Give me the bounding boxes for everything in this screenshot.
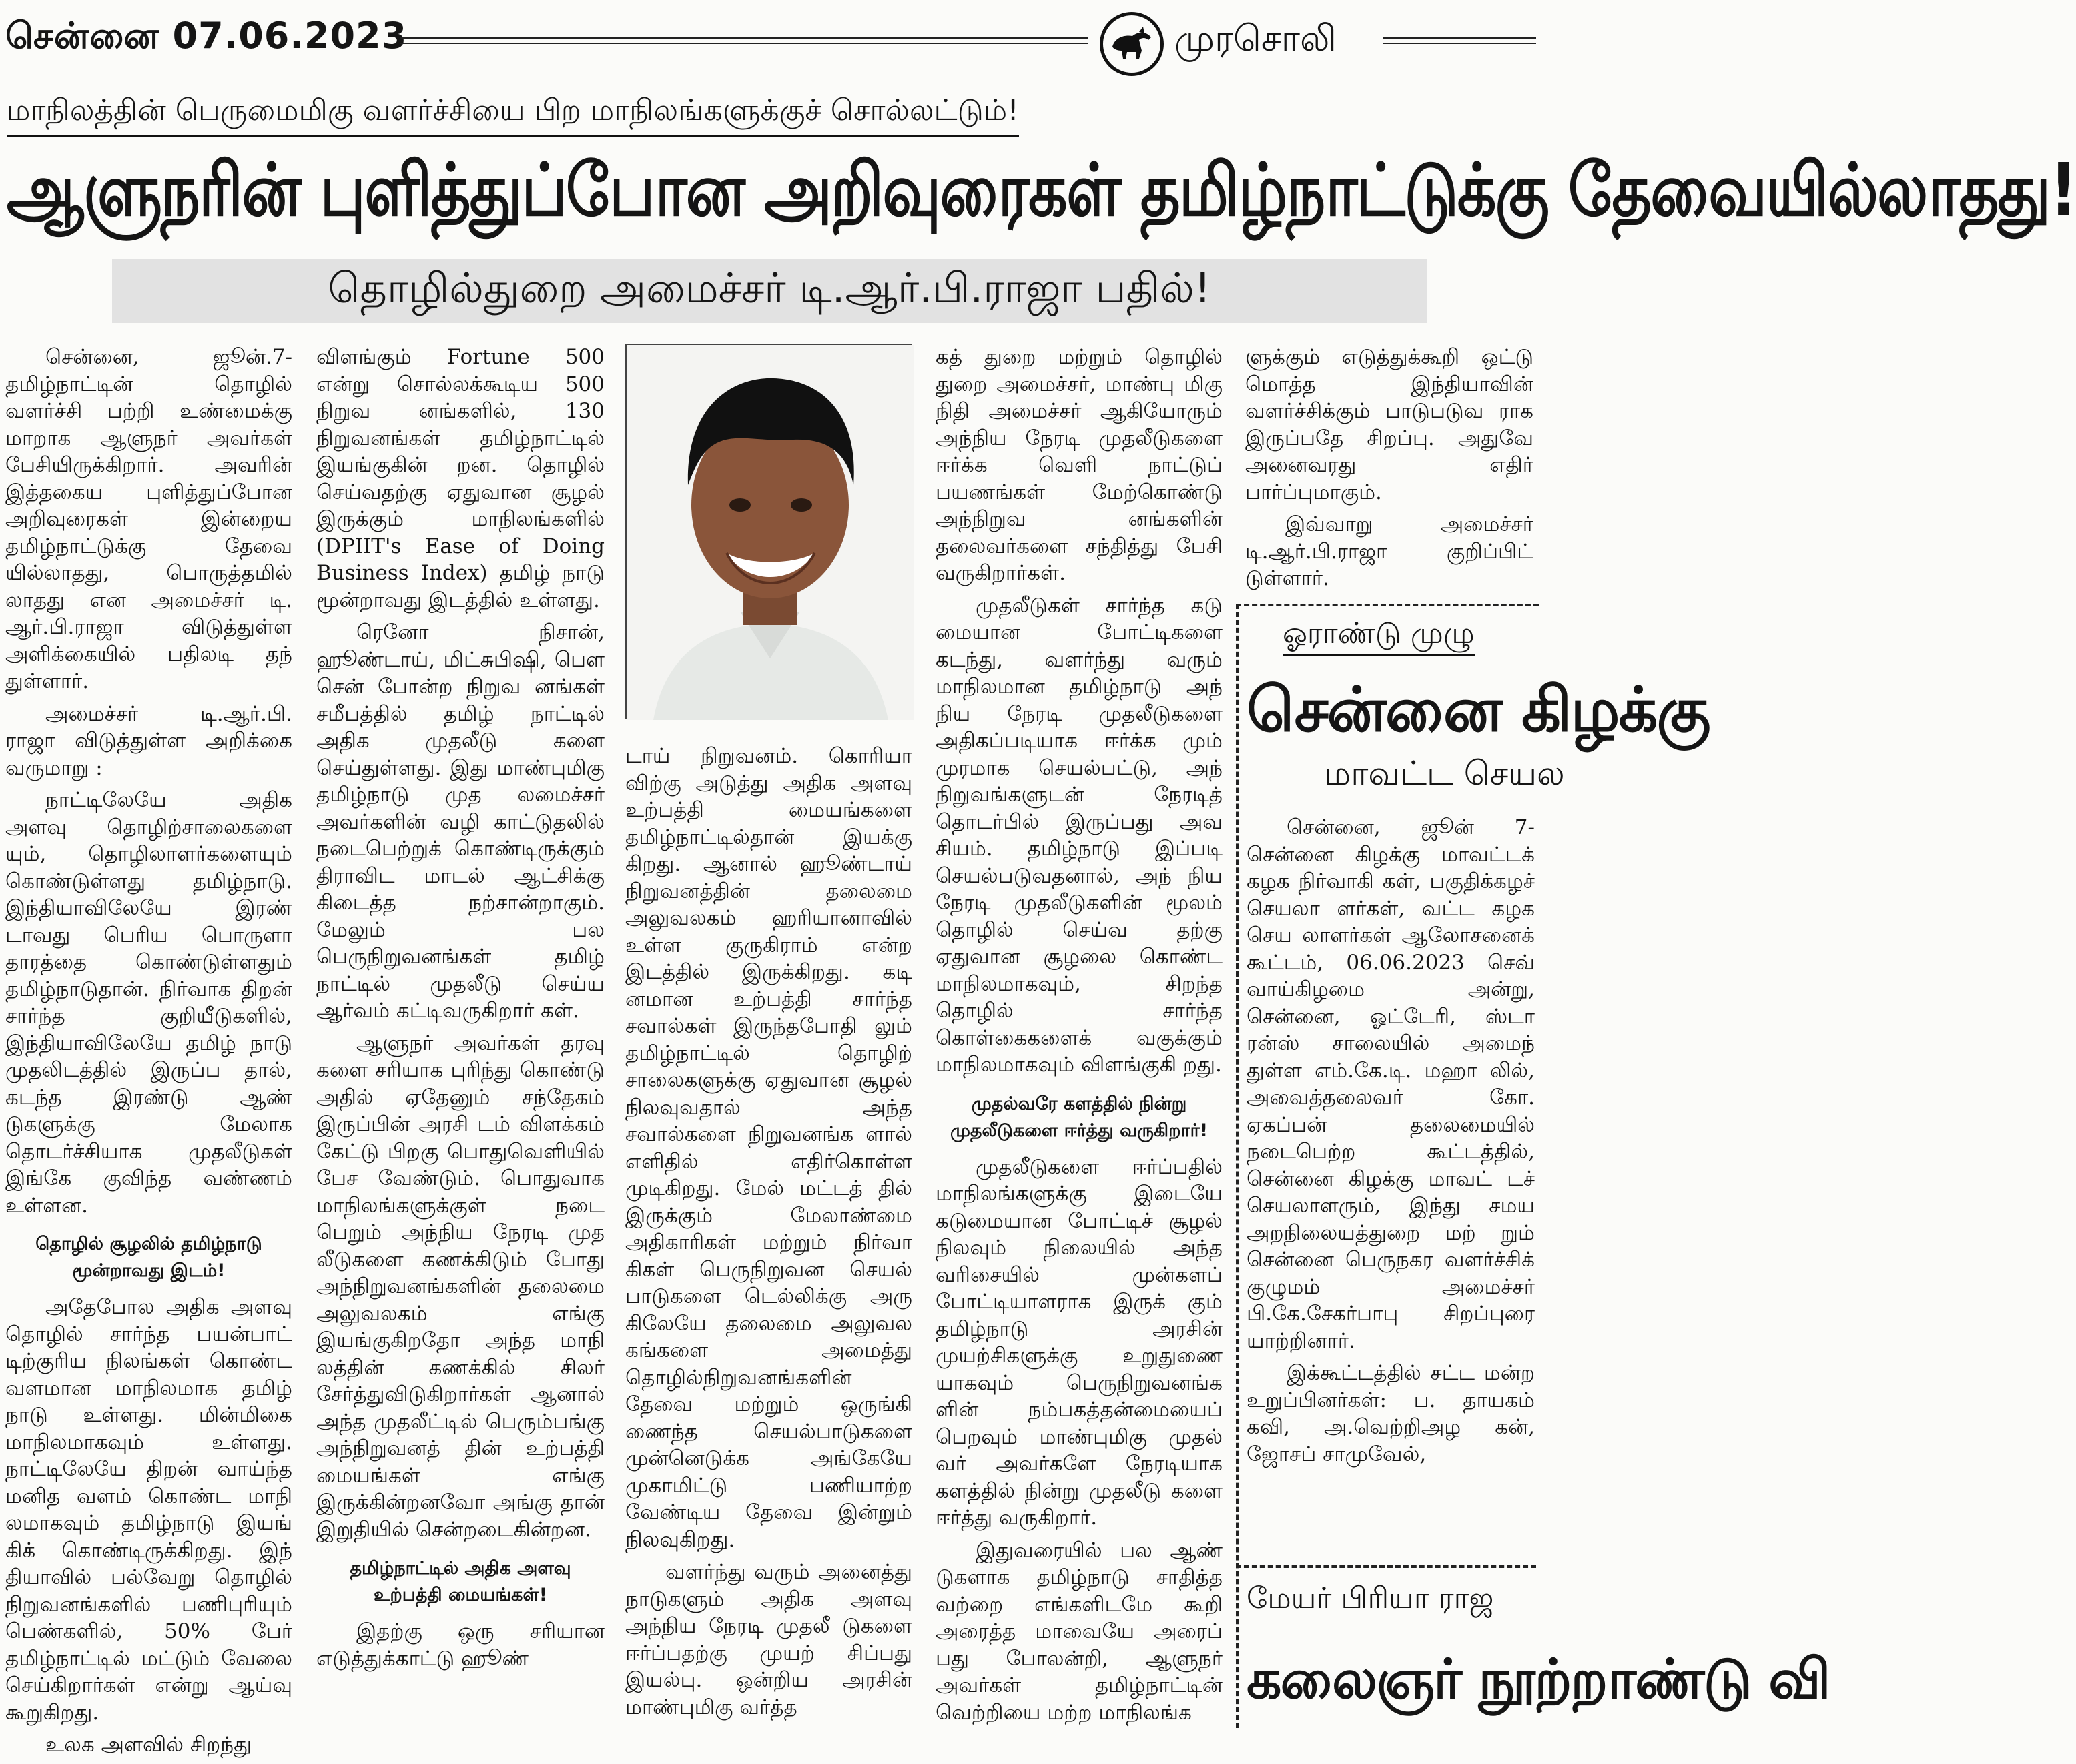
- masthead: [0, 0, 1536, 80]
- paragraph: ஆளுநர் அவர்கள் தரவு களை சரியாக புரிந்து கொண்டு அதில் ஏதேனும் சந்தேகம் இருப்பின் அரசி டம் விளக்கம் கேட்டு பிறகு பொதுவெளியில் பேச வேண்டும். பொதுவாக மாநிலங்களுக்குள் நடை பெறும் அந்நிய நேரடி முத லீடுகளை கணக்கிடும் போது அந்நிறுவனங்களின் தலைமை அலுவலகம் எங்கு இயங்குகிறதோ அந்த மாநி லத்தின் கணக்கில் சிலர் சேர்த்துவிடுகிறார்கள் ஆனால் அந்த முதலீட்டில் பெரும்பங்கு அந்நிறுவனத் தின் உற்பத்தி மையங்கள் எங்கு இருக்கின்றனவோ அங்கு தான் இறுதியில் சென்றடைகின்றன.: [316, 1031, 605, 1542]
- main-headline: ஆளுநரின் புளித்துப்போன அறிவுரைகள் தமிழ்நாட்டுக்கு தேவையில்லாதது!: [7, 148, 2076, 233]
- paragraph: டாய் நிறுவனம். கொரியா விற்கு அடுத்து அதிக அளவு உற்பத்தி மையங்களை தமிழ்நாட்டில்தான் இயக்கு கிறது. ஆனால் ஹூண்டாய் நிறுவனத்தின் தலைமை அலுவலகம் ஹரியானாவில் உள்ள குருகிராம் என்ற இடத்தில் இருக்கிறது. கடி னமான உற்பத்தி சார்ந்த சவால்கள் இருந்தபோதி லும் தமிழ்நாட்டில் தொழிற் சாலைகளுக்கு ஏதுவான சூழல் நிலவுவதால் அந்த சவால்களை நிறுவனங்க ளால் எளிதில் எதிர்கொள்ள முடிகிறது. மேல் மட்டத் தில் இருக்கும் மேலாண்மை அதிகாரிகள் மற்றும் நிர்வா கிகள் பெருநிறுவன செயல் பாடுகளை டெல்லிக்கு அரு கிலேயே தலைமை அலுவல கங்களை அமைத்து தொழில்நிறுவனங்களின் தேவை மற்றும் ஒருங்கி ணைந்த செயல்பாடுகளை முன்னெடுக்க அங்கேயே முகாமிட்டு பணியாற்ற வேண்டிய தேவை இன்றும் நிலவுகிறது.: [625, 744, 912, 1552]
- side-story-body: [1247, 814, 1535, 1473]
- section-subheading: தமிழ்நாட்டில் அதிக அளவு உற்பத்தி மையங்கள்!: [350, 1558, 571, 1605]
- paragraph: அதேபோல அதிக அளவு தொழில் சார்ந்த பயன்பாட் டிற்குரிய நிலங்கள் கொண்ட வளமான மாநிலமாக தமிழ் நாடு உள்ளது. மின்மிகை மாநிலமாகவும் உள்ளது. நாட்டிலேயே திறன் வாய்ந்த மனித வளம் கொண்ட மாநி லமாகவும் தமிழ்நாடு இயங் கிக் கொண்டிருக்கிறது. இந் தியாவில் பல்வேறு தொழில் நிறுவனங்களில் பணிபுரியும் பெண்களில், 50% பேர் தமிழ்நாட்டில் மட்டும் வேலை செய்கிறார்கள் என்று ஆய்வு கூறுகிறது.: [5, 1295, 292, 1725]
- paragraph: இதுவரையில் பல ஆண் டுகளாக தமிழ்நாடு சாதித்த வற்றை எங்களிடமே கூறி அரைத்த மாவையே அரைப் பது போலன்றி, ஆளுநர் அவர்கள் தமிழ்நாட்டின் வெற்றியை மற்ற மாநிலங்க: [936, 1538, 1223, 1725]
- paragraph: உலக அளவில் சிறந்து: [45, 1733, 252, 1757]
- portrait-photo: [625, 344, 912, 719]
- paragraph: விளங்கும் Fortune 500 என்று சொல்லக்கூடிய 500 நிறுவ னங்களில், 130 நிறுவனங்கள் தமிழ்நாட்டில் இயங்குகின் றன. தொழில் செய்வதற்கு ஏதுவான சூழல் இருக்கும் மாநிலங்களில் (DPIIT's Ease of Doing Business Index) தமிழ் நாடு மூன்றாவது இடத்தில் உள்ளது.: [316, 345, 605, 612]
- paragraph: இவ்வாறு அமைச்சர் டி.ஆர்.பி.ராஜா குறிப்பிட் டுள்ளார்.: [1245, 512, 1533, 590]
- dateline: சென்னை 07.06.2023: [5, 15, 408, 57]
- article-column-1: [5, 344, 292, 1764]
- masthead-rule-left: [400, 37, 1088, 44]
- paragraph: சென்னை, ஜூன் 7- சென்னை கிழக்கு மாவட்டக் கழக நிர்வாகி கள், பகுதிக்கழச் செயலா ளர்கள், வட்ட கழக செய லாளர்கள் ஆலோசனைக் கூட்டம், 06.06.2023 செவ் வாய்கிழமை அன்று, சென்னை, ஓட்டேரி, ஸ்டா ரன்ஸ் சாலையில் அமைந் துள்ள எம்.கே.டி. மஹா லில், அவைத்தலைவர் கோ. ஏகப்பன் தலைமையில் நடைபெற்ற கூட்டத்தில், சென்னை கிழக்கு மாவட் டச் செயலாளரும், இந்து சமய அறநிலையத்துறை மற் றும் சென்னை பெருநகர வளர்ச்சிக் குழுமம் அமைச்சர் பி.கே.சேகர்பாபு சிறப்புரை யாற்றினார்.: [1247, 815, 1535, 1353]
- newspaper-brand: முரசொலி: [1174, 17, 1337, 59]
- side-story-divider: [1236, 1565, 1536, 1568]
- section-subheading: தொழில் சூழலில் தமிழ்நாடு மூன்றாவது இடம்!: [35, 1234, 262, 1281]
- article-column-2: [316, 344, 605, 1677]
- kicker-headline: மாநிலத்தின் பெருமைமிகு வளர்ச்சியை பிற மாநிலங்களுக்குச் சொல்லட்டும்!: [7, 93, 1019, 137]
- paragraph: சென்னை, ஜூன்.7- தமிழ்நாட்டின் தொழில் வளர்ச்சி பற்றி உண்மைக்கு மாறாக ஆளுநர் அவர்கள் பேசியிருக்கிறார். அவரின் இத்தகைய புளித்துப்போன அறிவுரைகள் இன்றைய தமிழ்நாட்டுக்கு தேவை யில்லாதது, பொருத்தமில் லாதது என அமைச்சர் டி. ஆர்.பி.ராஜா விடுத்துள்ள அளிக்கையில் பதிலடி தந் துள்ளார்.: [5, 345, 292, 693]
- article-column-5: [1245, 344, 1533, 598]
- paragraph: அமைச்சர் டி.ஆர்.பி. ராஜா விடுத்துள்ள அறிக்கை வருமாறு :: [5, 701, 292, 780]
- paragraph: ரெனோ நிசான், ஹூண்டாய், மிட்சுபிஷி, பௌ சென் போன்ற நிறுவ னங்கள் சமீபத்தில் தமிழ் நாட்டில் அதிக முதலீடு களை செய்துள்ளது. இது மாண்புமிகு தமிழ்நாடு முத லமைச்சர் அவர்களின் வழி காட்டுதலில் நடைபெற்றுக் கொண்டிருக்கும் திராவிட மாடல் ஆட்சிக்கு கிடைத்த நற்சான்றாகும். மேலும் பல பெருநிறுவனங்கள் தமிழ் நாட்டில் முதலீடு செய்ய ஆர்வம் கட்டிவருகிறார் கள்.: [316, 620, 605, 1023]
- masthead-rule-right: [1383, 37, 1536, 44]
- paragraph: இதற்கு ஒரு சரியான எடுத்துக்காட்டு ஹூண்: [316, 1619, 605, 1671]
- side-story2-headline: கலைஞர் நூற்றாண்டு வி: [1247, 1648, 1830, 1711]
- bull-icon: [1100, 12, 1164, 76]
- paragraph: ளுக்கும் எடுத்துக்கூறி ஒட்டு மொத்த இந்தியாவின் வளர்ச்சிக்கும் பாடுபடுவ ராக இருப்பதே சிறப்பு. அதுவே அனைவரது எதிர் பார்ப்புமாகும்.: [1245, 345, 1533, 504]
- paragraph: நாட்டிலேயே அதிக அளவு தொழிற்சாலைகளை யும், தொழிலாளர்களையும் கொண்டுள்ளது தமிழ்நாடு. இந்தியாவிலேயே இரண் டாவது பெரிய பொருளா தாரத்தை கொண்டுள்ளதும் தமிழ்நாடுதான். நிர்வாக திறன் சார்ந்த குறியீடுகளில், இந்தியாவிலேயே தமிழ் நாடு முதலிடத்தில் இருப்ப தால், கடந்த இரண்டு ஆண் டுகளுக்கு மேலாக தொடர்ச்சியாக முதலீடுகள் இங்கே குவிந்த வண்ணம் உள்ளன.: [5, 788, 292, 1218]
- paragraph: வளர்ந்து வரும் அனைத்து நாடுகளும் அதிக அளவு அந்நிய நேரடி முதலீ டுகளை ஈர்ப்பதற்கு முயற் சிப்பது இயல்பு. ஒன்றிய அரசின் மாண்புமிகு வர்த்த: [625, 1560, 912, 1719]
- article-column-3: [625, 743, 912, 1726]
- paragraph: இக்கூட்டத்தில் சட்ட மன்ற உறுப்பினர்கள்: ப. தாயகம் கவி, அ.வெற்றிஅழ கன், ஜோசப் சாமுவேல்,: [1247, 1361, 1535, 1466]
- paragraph: முதலீடுகளை ஈர்ப்பதில் மாநிலங்களுக்கு இடையே கடுமையான போட்டிச் சூழல் நிலவும் நிலையில் அந்த வரிசையில் முன்களப் போட்டியாளராக இருக் கும் தமிழ்நாடு அரசின் முயற்சிகளுக்கு உறுதுணை யாகவும் பெருநிறுவனங்க ளின் நம்பகத்தன்மையைப் பெறவும் மாண்புமிகு முதல் வர் அவர்களே நேரடியாக களத்தில் நின்று முதலீடு களை ஈர்த்து வருகிறார்.: [936, 1154, 1223, 1530]
- side-story-kicker: ஓராண்டு முழு: [1283, 616, 1475, 656]
- paragraph: கத் துறை மற்றும் தொழில் துறை அமைச்சர், மாண்பு மிகு நிதி அமைச்சர் ஆகியோரும் அந்நிய நேரடி முதலீடுகளை ஈர்க்க வெளி நாட்டுப் பயணங்கள் மேற்கொண்டு அந்நிறுவ னங்களின் தலைவர்களை சந்தித்து பேசி வருகிறார்கள்.: [936, 345, 1223, 585]
- article-column-4: [936, 344, 1223, 1731]
- side-story-headline: சென்னை கிழக்கு: [1247, 674, 1710, 745]
- subheadline: தொழில்துறை அமைச்சர் டி.ஆர்.பி.ராஜா பதில்!: [328, 264, 1211, 312]
- subheadline-bar: [112, 259, 1427, 323]
- paragraph: முதலீடுகள் சார்ந்த கடு மையான போட்டிகளை கடந்து, வளர்ந்து வரும் மாநிலமான தமிழ்நாடு அந் நிய நேரடி முதலீடுகளை அதிகப்படியாக ஈர்க்க மும் முரமாக செயல்பட்டு, அந் நிறுவங்களுடன் நேரடித் தொடர்பில் இருப்பது அவ சியம். தமிழ்நாடு இப்படி செயல்படுவதனால், அந் நிய நேரடி முதலீடுகளின் மூலம் தொழில் செய்வ தற்கு ஏதுவான சூழலை கொண்ட மாநிலமாகவும், சிறந்த தொழில் சார்ந்த கொள்கைகளைக் வகுக்கும் மாநிலமாகவும் விளங்குகி றது.: [936, 593, 1223, 1077]
- side-story-subheadline: மாவட்ட செயல: [1324, 754, 1565, 793]
- side-story2-kicker: மேயர் பிரியா ராஜ: [1247, 1581, 1494, 1615]
- section-subheading: முதல்வரே களத்தில் நின்று முதலீடுகளை ஈர்த்து வருகிறார்!: [950, 1093, 1208, 1141]
